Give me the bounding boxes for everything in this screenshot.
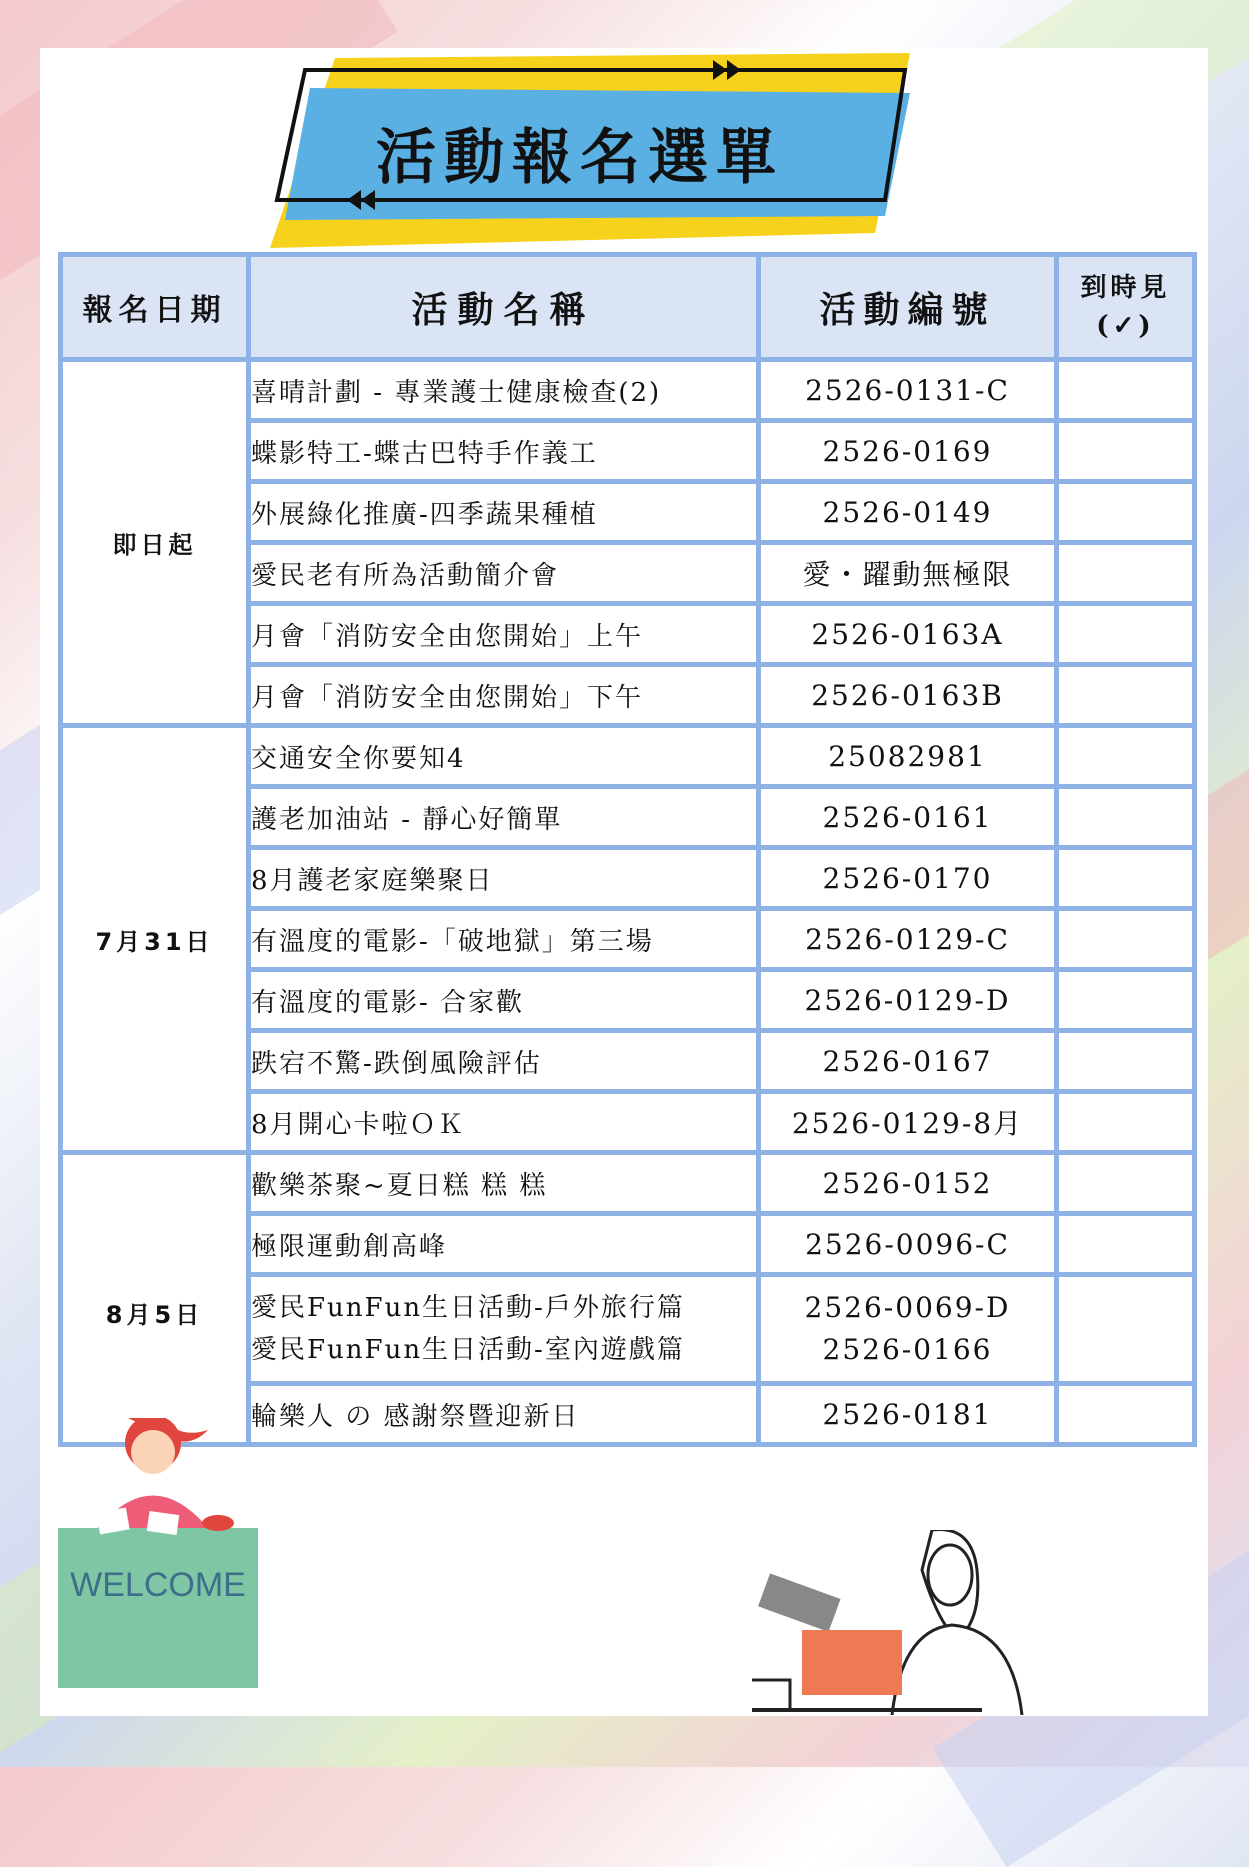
activity-name: 愛民老有所為活動簡介會 — [249, 543, 759, 604]
welcome-sign: WELCOME — [70, 1566, 246, 1604]
face-outline — [928, 1545, 972, 1605]
activity-code: 2526-0163B — [759, 665, 1057, 726]
checkbox-cell[interactable] — [1057, 1092, 1195, 1153]
checkbox-cell[interactable] — [1057, 360, 1195, 421]
activity-name: 輪樂人 の 感謝祭暨迎新日 — [249, 1384, 759, 1445]
laptop-icon — [802, 1630, 902, 1695]
activity-code: 2526-0129-D — [759, 970, 1057, 1031]
activity-code: 2526-0149 — [759, 482, 1057, 543]
checkbox-cell[interactable] — [1057, 482, 1195, 543]
checkbox-cell[interactable] — [1057, 421, 1195, 482]
laptop-illustration — [752, 1530, 1052, 1719]
checkbox-cell[interactable] — [1057, 665, 1195, 726]
activity-name: 護老加油站 - 靜心好簡單 — [249, 787, 759, 848]
checkbox-cell[interactable] — [1057, 970, 1195, 1031]
activity-name: 有溫度的電影- 合家歡 — [249, 970, 759, 1031]
table-header-row — [61, 255, 1195, 360]
activity-name: 喜晴計劃 - 專業護士健康檢查(2) — [249, 360, 759, 421]
activity-name: 8月開心卡啦ＯＫ — [249, 1092, 759, 1153]
activity-name: 有溫度的電影-「破地獄」第三場 — [249, 909, 759, 970]
header-name: 活動名稱 — [249, 255, 759, 360]
table-row — [61, 1153, 1195, 1214]
activity-code: 2526-0169 — [759, 421, 1057, 482]
checkbox-cell[interactable] — [1057, 848, 1195, 909]
checkbox-cell[interactable] — [1057, 604, 1195, 665]
activity-name: 極限運動創高峰 — [249, 1214, 759, 1275]
activity-code: 愛・躍動無極限 — [759, 543, 1057, 604]
activity-code: 2526-0152 — [759, 1153, 1057, 1214]
paper-icon — [147, 1511, 179, 1535]
activity-code: 2526-0170 — [759, 848, 1057, 909]
checkbox-cell[interactable] — [1057, 1153, 1195, 1214]
date-cell: 7月31日 — [61, 726, 249, 1153]
activity-code: 2526-0161 — [759, 787, 1057, 848]
activity-name: 外展綠化推廣-四季蔬果種植 — [249, 482, 759, 543]
checkbox-cell[interactable] — [1057, 1031, 1195, 1092]
checkbox-cell[interactable] — [1057, 1214, 1195, 1275]
welcome-illustration — [58, 1418, 278, 1722]
checkbox-cell[interactable] — [1057, 1384, 1195, 1445]
activity-code: 2526-0069-D 2526-0166 — [759, 1275, 1057, 1384]
page-title: 活動報名選單 — [376, 123, 784, 193]
activity-code: 2526-0129-C — [759, 909, 1057, 970]
date-cell: 8月5日 — [61, 1153, 249, 1445]
header-date: 報名日期 — [61, 255, 249, 360]
checkbox-cell[interactable] — [1057, 726, 1195, 787]
date-cell: 即日起 — [61, 360, 249, 726]
welcome-desk — [58, 1528, 258, 1688]
title-banner — [265, 48, 915, 248]
activity-name: 月會「消防安全由您開始」上午 — [249, 604, 759, 665]
activity-name: 蝶影特工-蝶古巴特手作義工 — [249, 421, 759, 482]
activity-name: 跌宕不驚-跌倒風險評估 — [249, 1031, 759, 1092]
checkbox-cell[interactable] — [1057, 543, 1195, 604]
header-check: 到時見 (✓) — [1057, 255, 1195, 360]
activity-name: 愛民FunFun生日活動-戶外旅行篇 愛民FunFun生日活動-室內遊戲篇 — [249, 1275, 759, 1384]
header-code: 活動編號 — [759, 255, 1057, 360]
face — [131, 1430, 175, 1474]
table-row — [61, 726, 1195, 787]
body-outline — [892, 1625, 1022, 1715]
checkbox-cell[interactable] — [1057, 909, 1195, 970]
activity-code: 2526-0129-8月 — [759, 1092, 1057, 1153]
activity-name: 交通安全你要知4 — [249, 726, 759, 787]
checkbox-cell[interactable] — [1057, 787, 1195, 848]
activity-name: 歡樂茶聚~夏日糕 糕 糕 — [249, 1153, 759, 1214]
activity-name: 8月護老家庭樂聚日 — [249, 848, 759, 909]
activity-code: 2526-0181 — [759, 1384, 1057, 1445]
activity-code: 2526-0131-C — [759, 360, 1057, 421]
activity-table — [58, 252, 1197, 1447]
table-row — [61, 360, 1195, 421]
activity-code: 2526-0163A — [759, 604, 1057, 665]
bell-icon — [202, 1515, 234, 1531]
checkbox-cell[interactable] — [1057, 1275, 1195, 1384]
notecard-icon — [752, 1680, 790, 1710]
activity-code: 25082981 — [759, 726, 1057, 787]
activity-code: 2526-0096-C — [759, 1214, 1057, 1275]
document-icon — [758, 1573, 840, 1632]
activity-name: 月會「消防安全由您開始」下午 — [249, 665, 759, 726]
activity-code: 2526-0167 — [759, 1031, 1057, 1092]
